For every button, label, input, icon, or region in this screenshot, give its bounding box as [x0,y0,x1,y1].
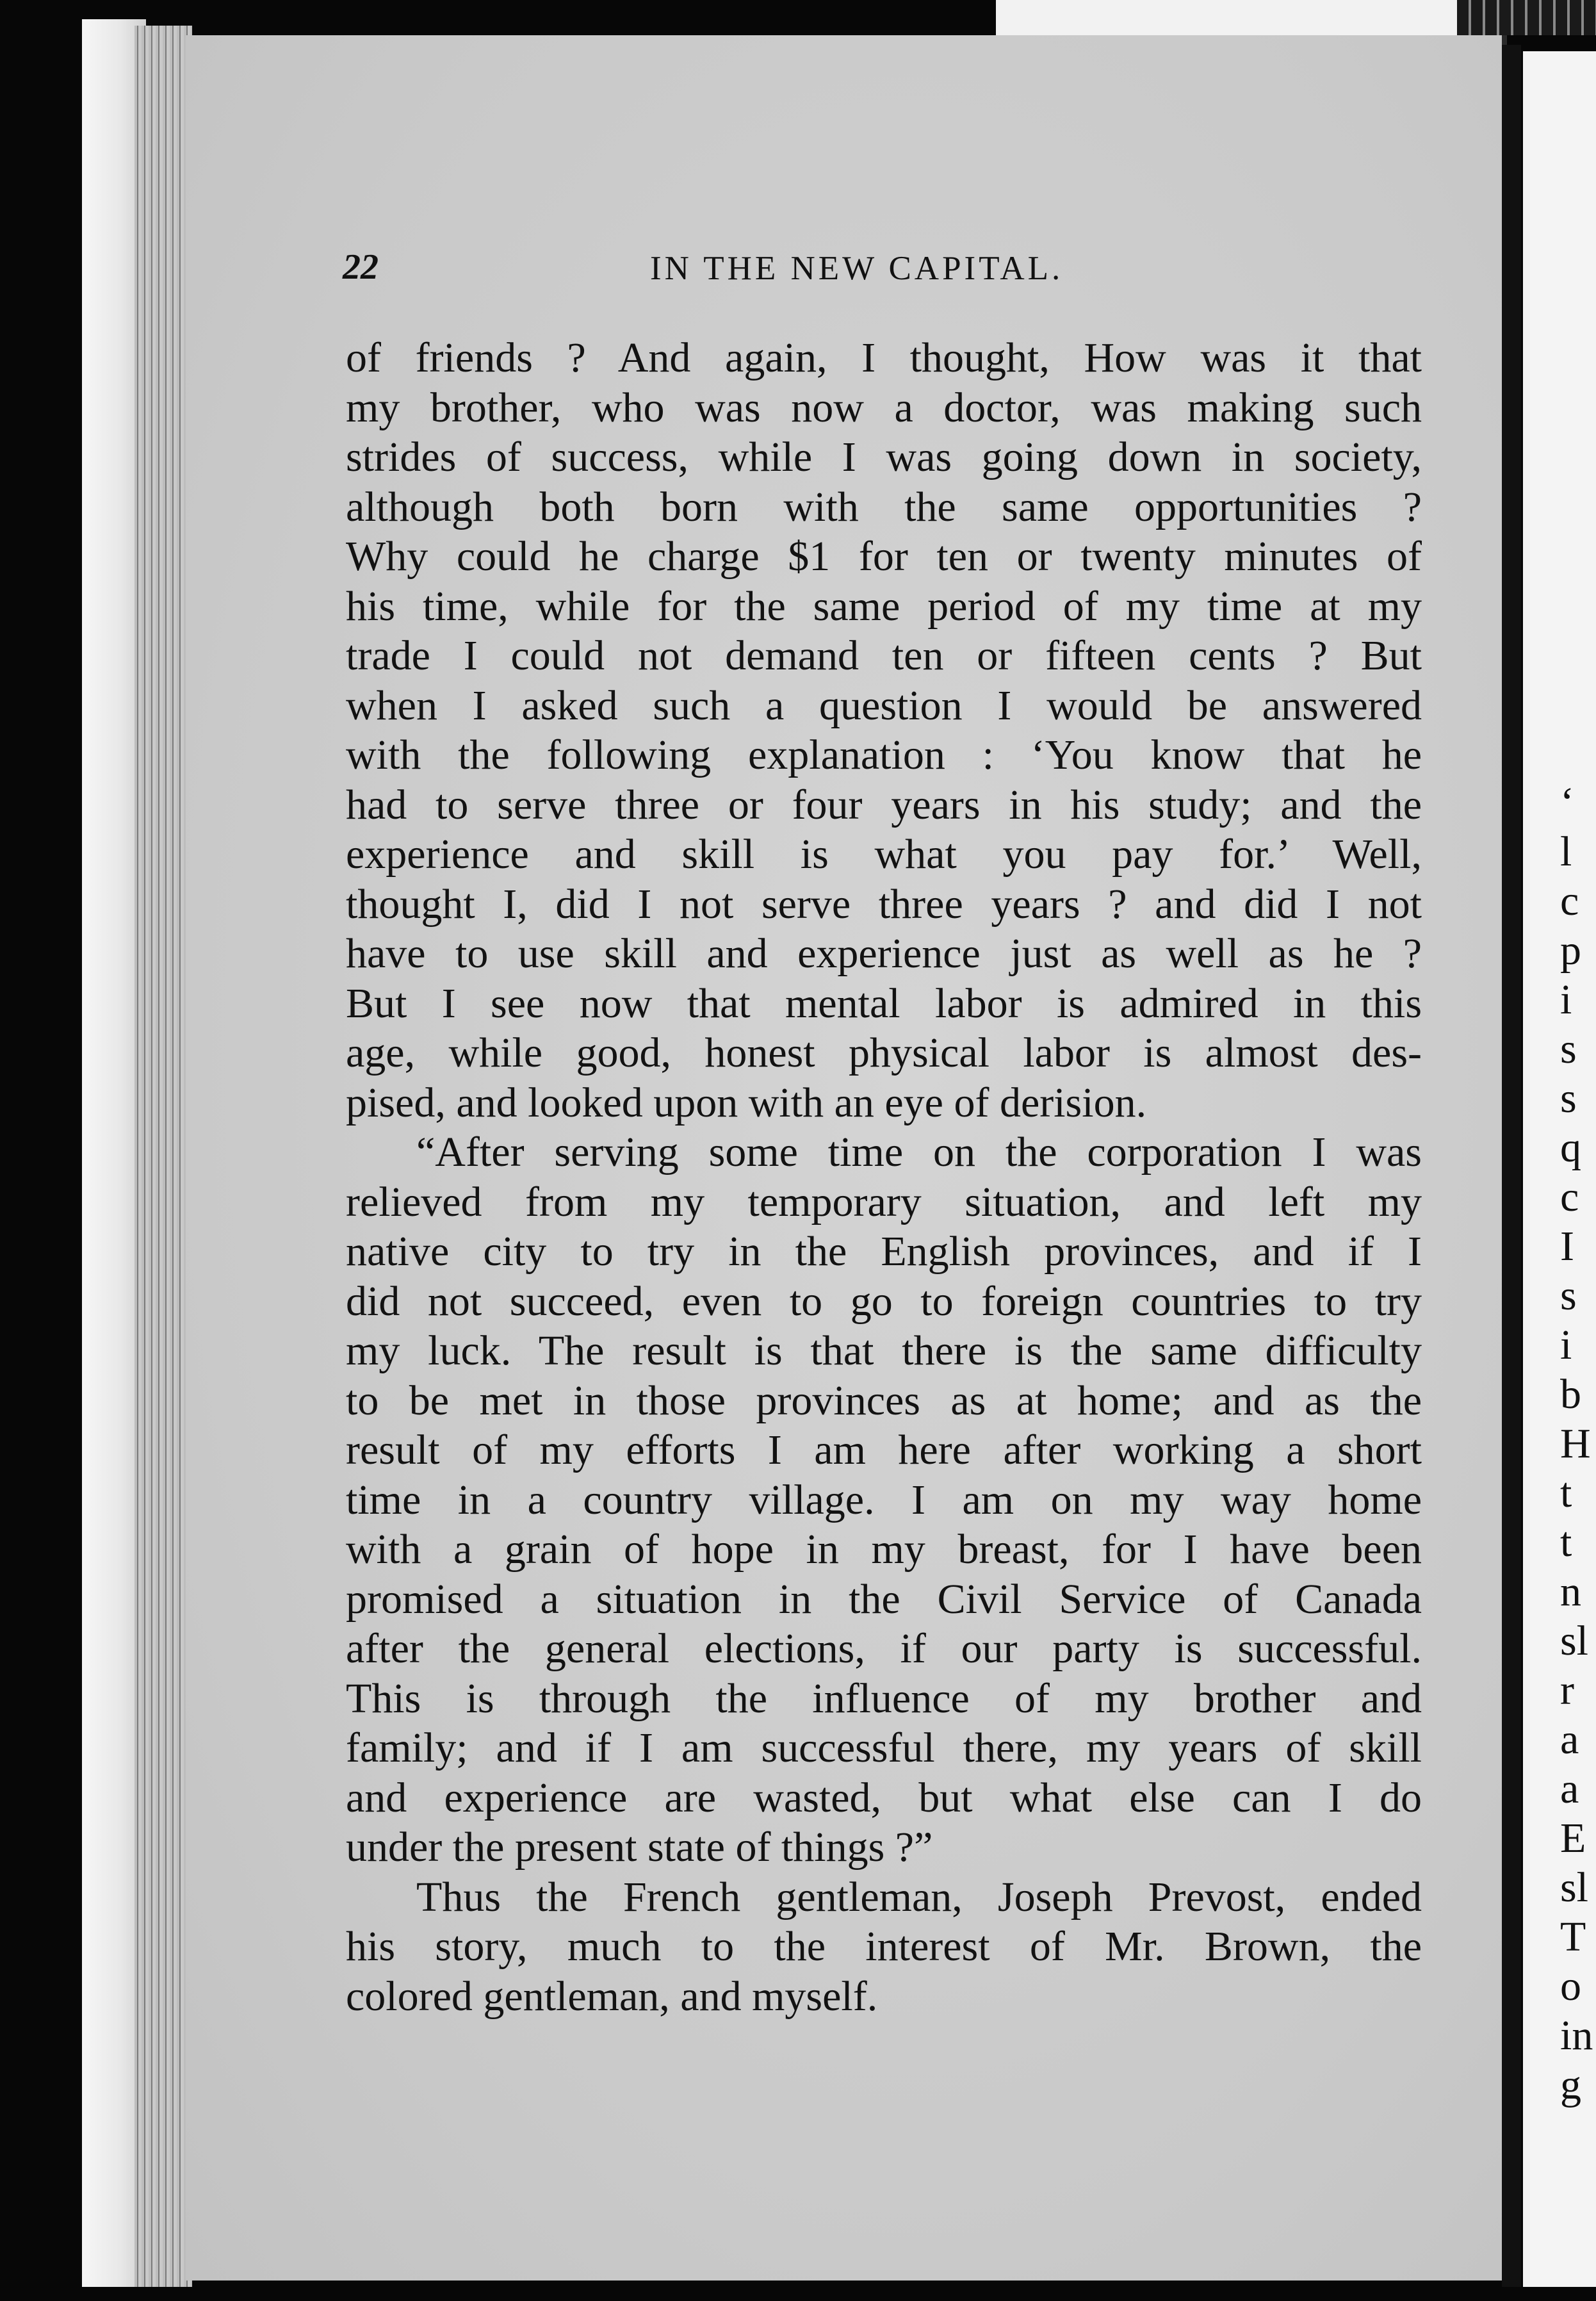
text-line: after the general elections, if our party is successful. [346,1625,1422,1672]
facing-page-fragment: i [1560,1322,1572,1368]
facing-page-fragment: n [1560,1568,1581,1615]
text-line: Why could he charge $1 for ten or twenty minutes of [346,533,1422,580]
facing-page-fragment: a [1560,1716,1579,1763]
text-line: my luck. The result is that there is the same difficulty [346,1327,1422,1374]
facing-page-fragment: s [1560,1075,1577,1122]
facing-page-fragment: a [1560,1765,1579,1812]
facing-page-fragment: H [1560,1420,1591,1467]
text-line: have to use skill and experience just as well as he ? [346,930,1422,977]
text-line: his time, while for the same period of my time at my [346,582,1422,630]
facing-page-fragment: I [1560,1223,1574,1270]
page-edges [134,26,192,2287]
text-line: and experience are wasted, but what else can I do [346,1774,1422,1821]
facing-page-fragment: sl [1560,1617,1589,1664]
facing-page-fragment: c [1560,1174,1579,1220]
text-line: did not succeed, even to go to foreign countries to try [346,1277,1422,1325]
top-tab-shadow [1457,0,1596,35]
facing-page-fragment: r [1560,1667,1574,1714]
text-line: had to serve three or four years in his study; and the [346,781,1422,828]
facing-page-edge [1523,51,1596,2287]
text-line: relieved from my temporary situation, and left my [346,1178,1422,1225]
running-head: IN THE NEW CAPITAL. [650,250,1064,287]
text-line: to be met in those provinces as at home; and as the [346,1377,1422,1424]
facing-page-fragment: q [1560,1124,1581,1171]
facing-page-fragment: b [1560,1371,1581,1418]
top-tab [996,0,1457,35]
page-header [343,247,1422,304]
text-line: with a grain of hope in my breast, for I have been [346,1526,1422,1573]
text-line: although both born with the same opportunities ? [346,483,1422,530]
text-line: family; and if I am successful there, my years of skill [346,1724,1422,1771]
text-line: promised a situation in the Civil Service of Canada [346,1575,1422,1623]
facing-page-fragment: sl [1560,1864,1589,1911]
facing-page-fragment: o [1560,1963,1581,2010]
text-line: time in a country village. I am on my way home [346,1476,1422,1523]
book-spine [1502,45,1521,2287]
text-line: with the following explanation : ‘You know that he [346,732,1422,778]
facing-page-fragment: ‘ [1560,779,1574,826]
text-line: his story, much to the interest of Mr. Brown, the [346,1923,1422,1970]
facing-page-fragment: g [1560,2061,1581,2108]
text-line: under the present state of things ?” [346,1824,933,1871]
text-line: Thus the French gentleman, Joseph Prevost, ended [416,1873,1422,1920]
text-line: thought I, did I not serve three years ? and did I not [346,880,1422,928]
facing-page-fragment: i [1560,976,1572,1023]
text-line: This is through the influence of my brother and [346,1675,1422,1722]
text-line: colored gentleman, and myself. [346,1972,878,2020]
facing-page-fragment: p [1560,927,1581,974]
facing-page-fragment: c [1560,878,1579,924]
facing-page-fragment: s [1560,1026,1577,1072]
facing-page-fragment: t [1560,1470,1572,1516]
text-line: age, while good, honest physical labor is almost des- [346,1029,1422,1076]
body-text [346,333,1422,2021]
facing-page-fragment: s [1560,1272,1577,1319]
facing-page-fragment: E [1560,1815,1586,1862]
text-line: my brother, who was now a doctor, was making such [346,384,1422,431]
page-number: 22 [343,247,379,287]
text-line: experience and skill is what you pay for.’ Well, [346,831,1422,878]
text-line: But I see now that mental labor is admired in this [346,979,1422,1027]
text-line: of friends ? And again, I thought, How was it that [346,334,1422,381]
text-line: trade I could not demand ten or fifteen cents ? But [346,632,1422,679]
text-line: result of my efforts I am here after working a short [346,1427,1422,1473]
text-line: strides of success, while I was going down in society, [346,434,1422,480]
facing-page-fragment: l [1560,828,1572,875]
text-line: when I asked such a question I would be answered [346,682,1422,729]
facing-page-fragment: in [1560,2012,1593,2059]
facing-page-fragment: T [1560,1913,1586,1960]
text-line: “After serving some time on the corporation I was [416,1129,1422,1175]
text-line: native city to try in the English provinces, and if I [346,1228,1422,1275]
text-line: pised, and looked upon with an eye of derision. [346,1079,1147,1126]
facing-page-fragment: t [1560,1519,1572,1566]
